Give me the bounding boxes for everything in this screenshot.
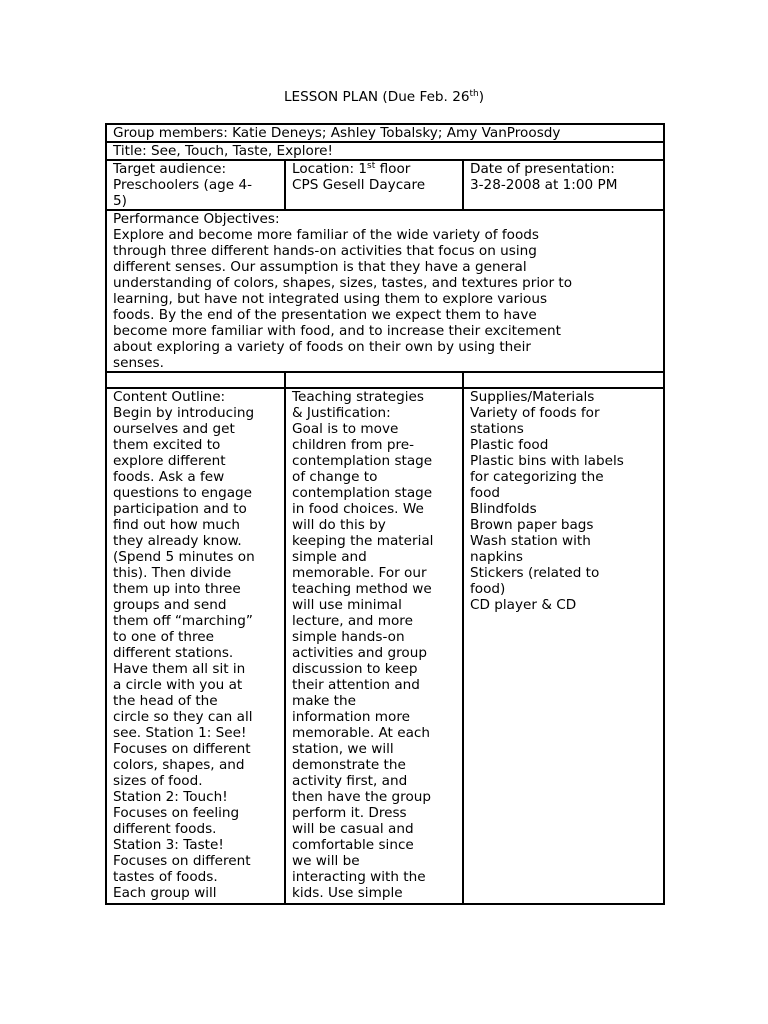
document-title (0, 88, 768, 106)
title-text: LESSON PLAN (Due Feb. 26 (283, 89, 470, 105)
group-members-row (106, 124, 664, 142)
content-outline-cell: Content Outline: Begin by introducing ourselves and get them excited to explore different foods. Ask a few questions to engage participation and to find out how much they already know. (Spend 5 minutes on this). Then divide them up into three groups and send them off “marching” to one of three different stations. Have them all sit in a circle with you at the head of the circle so they can all see. Station 1: See! Focuses on different colors, shapes, and sizes of food. Station 2: Touch! Focuses on feeling different foods. Station 3: Taste! Focuses on different tastes of foods. Each group will (106, 388, 285, 904)
lesson-title-cell: Title: See, Touch, Taste, Explore! (106, 142, 664, 160)
supplies-materials-cell: Supplies/Materials Variety of foods for stations Plastic food Plastic bins with labels for categorizing the food Blindfolds Brown paper bags Wash station with napkins Stickers (related to food) CD player & CD (463, 388, 664, 904)
spacer-cell (106, 372, 285, 388)
location-suffix: floor CPS Gesell Daycare (292, 161, 426, 193)
lesson-title-row (106, 142, 664, 160)
performance-objectives-cell: Performance Objectives: Explore and become more familiar of the wide variety of foods through three different hands-on activities that focus on using different senses. Our assumption is that they have a general understanding of colors, shapes, sizes, tastes, and textures prior to learning, but have not integrated using them to explore various foods. By the end of the presentation we expect them to have become more familiar with food, and to increase their excitement about exploring a variety of foods on their own by using their senses. (106, 210, 664, 372)
spacer-cell (285, 372, 463, 388)
info-row (106, 160, 664, 210)
teaching-strategies-cell: Teaching strategies & Justification: Goal is to move children from pre- contemplation stage of change to contemplation stage in food choices. We will do this by keeping the material simple and memorable. For our teaching method we will use minimal lecture, and more simple hands-on activities and group discussion to keep their attention and make the information more memorable. At each station, we will demonstrate the activity first, and then have the group perform it. Dress will be casual and comfortable since we will be interacting with the kids. Use simple (285, 388, 463, 904)
lesson-plan-table (105, 123, 665, 905)
title-superscript: th (469, 89, 479, 99)
spacer-row (106, 372, 664, 388)
spacer-cell (463, 372, 664, 388)
target-audience-cell: Target audience: Preschoolers (age 4- 5) (106, 160, 285, 210)
location-prefix: Location: 1 (292, 161, 368, 177)
title-close: ) (478, 89, 485, 105)
date-of-presentation-cell: Date of presentation: 3-28-2008 at 1:00 PM (463, 160, 664, 210)
objectives-row (106, 210, 664, 372)
content-row (106, 388, 664, 904)
group-members-cell: Group members: Katie Deneys; Ashley Tobalsky; Amy VanProosdy (106, 124, 664, 142)
location-cell (285, 160, 463, 210)
location-superscript: st (367, 161, 376, 171)
